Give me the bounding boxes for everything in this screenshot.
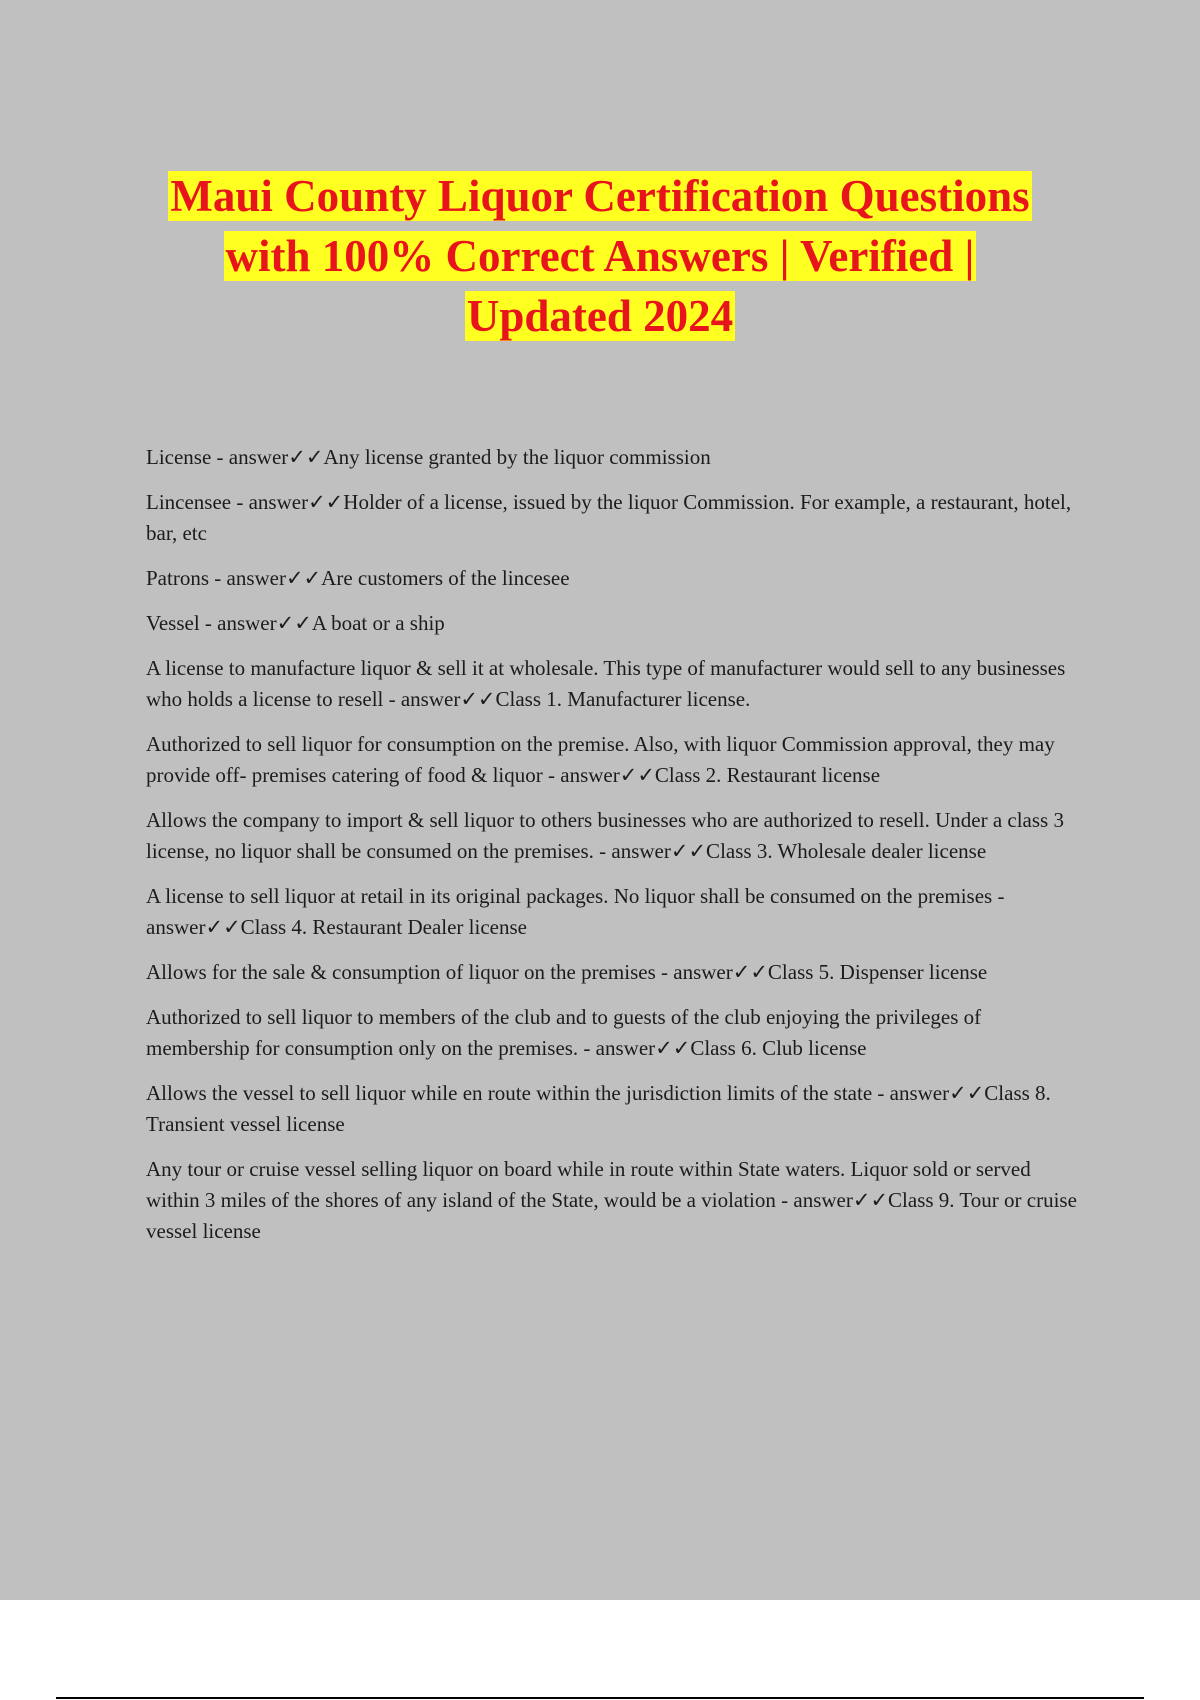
title-line-2: with 100% Correct Answers | Verified |	[225, 231, 975, 281]
title-line-3: Updated 2024	[466, 291, 734, 341]
qa-item-class-1: A license to manufacture liquor & sell it at wholesale. This type of manufacturer would sell to any businesses who holds a license to resell - answer✓✓Class 1. Manufacturer license.	[146, 656, 1066, 711]
qa-item-class-3: Allows the company to import & sell liquor to others businesses who are authorized to resell. Under a class 3 license, no liquor shall be consumed on the premises. - answer✓✓Class 3. Wholesale dealer license	[146, 808, 1064, 863]
qa-item-class-5: Allows for the sale & consumption of liquor on the premises - answer✓✓Class 5. Dispenser license	[146, 960, 988, 984]
page-bottom-rule	[56, 1697, 1144, 1699]
qa-item-class-9: Any tour or cruise vessel selling liquor on board while in route within State waters. Liquor sold or served within 3 miles of the shores of any island of the State, would be a violation - answer✓✓Class 9. Tour or cruise vessel license	[146, 1157, 1077, 1243]
qa-item-licensee: Lincensee - answer✓✓Holder of a license, issued by the liquor Commission. For example, a restaurant, hotel, bar, etc	[146, 490, 1072, 545]
qa-item-patrons: Patrons - answer✓✓Are customers of the lincesee	[146, 566, 570, 590]
qa-item-class-6: Authorized to sell liquor to members of the club and to guests of the club enjoying the privileges of membership for consumption only on the premises. - answer✓✓Class 6. Club license	[146, 1005, 982, 1060]
qa-item-class-4: A license to sell liquor at retail in its original packages. No liquor shall be consumed on the premises - answer✓✓Class 4. Restaurant Dealer license	[146, 884, 1005, 939]
qa-item-class-8: Allows the vessel to sell liquor while en route within the jurisdiction limits of the state - answer✓✓Class 8. Transient vessel license	[146, 1081, 1051, 1136]
document-title	[100, 166, 1100, 346]
qa-item-license: License - answer✓✓Any license granted by the liquor commission	[146, 445, 711, 469]
title-line-1: Maui County Liquor Certification Questions	[170, 171, 1030, 221]
qa-item-class-2: Authorized to sell liquor for consumption on the premise. Also, with liquor Commission approval, they may provide off- premises catering of food & liquor - answer✓✓Class 2. Restaurant license	[146, 732, 1055, 787]
qa-item-vessel: Vessel - answer✓✓A boat or a ship	[146, 611, 445, 635]
qa-list	[146, 442, 1086, 1261]
